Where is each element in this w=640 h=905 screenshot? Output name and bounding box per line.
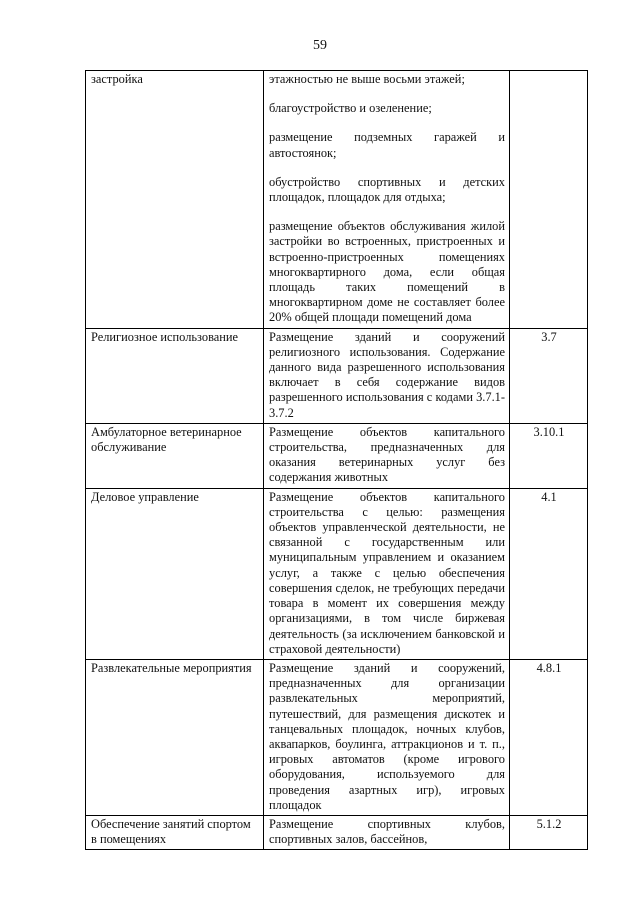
use-description-cell xyxy=(264,423,510,488)
use-description-cell xyxy=(264,659,510,815)
land-use-table xyxy=(85,70,588,850)
use-name-cell: застройка xyxy=(86,71,264,329)
use-code-cell: 4.1 xyxy=(510,488,588,659)
use-code-cell: 4.8.1 xyxy=(510,659,588,815)
description-paragraph: размещение объектов обслуживания жилой застройки во встроенных, пристроенных и встроенно-пристроенных помещениях многоквартирного дома, если общая площадь таких помещений в многоквартирном доме не составляет более 20% общей площади помещений дома xyxy=(269,219,505,325)
description-paragraph: Размещение объектов капитального строительства с целью: размещения объектов управленческой деятельности, не связанной с государственным или муниципальным управлением и оказанием услуг, а также с целью обеспечения совершения сделок, не требующих передачи товара в момент их совершения между организациями, в том числе биржевая деятельность (за исключением банковской и страховой деятельности) xyxy=(269,489,505,656)
table-row xyxy=(86,815,588,849)
page-number: 59 xyxy=(313,38,327,53)
description-paragraph: Размещение зданий и сооружений, предназначенных для организации развлекательных мероприятий, путешествий, для размещения дискотек и танцевальных площадок, ночных клубов, аквапарков, боулинга, аттракционов и т. п., игровых автоматов (кроме игрового оборудования, используемого для проведения азартных игр), игровых площадок xyxy=(269,660,505,812)
description-paragraph: размещение подземных гаражей и автостоянок; xyxy=(269,130,505,160)
table-row xyxy=(86,328,588,423)
use-description-cell xyxy=(264,488,510,659)
table-row xyxy=(86,423,588,488)
use-code-cell: 3.7 xyxy=(510,328,588,423)
description-paragraph: этажностью не выше восьми этажей; xyxy=(269,72,465,86)
description-paragraph: Размещение спортивных клубов, спортивных залов, бассейнов, xyxy=(269,816,505,847)
use-name-cell: Обеспечение занятий спортом в помещениях xyxy=(86,815,264,849)
use-name-cell: Деловое управление xyxy=(86,488,264,659)
use-name-cell: Амбулаторное ветеринарное обслуживание xyxy=(86,423,264,488)
table-row xyxy=(86,488,588,659)
use-description-cell xyxy=(264,328,510,423)
use-code-cell: 3.10.1 xyxy=(510,423,588,488)
use-code-cell: 5.1.2 xyxy=(510,815,588,849)
description-paragraph: Размещение зданий и сооружений религиозного использования. Содержание данного вида разрешенного использования включает в себя содержание видов разрешенного использования с кодами 3.7.1-3.7.2 xyxy=(269,329,505,420)
use-name-cell: Развлекательные мероприятия xyxy=(86,659,264,815)
table-row xyxy=(86,659,588,815)
use-code-cell xyxy=(510,71,588,329)
use-description-cell xyxy=(264,815,510,849)
table-row xyxy=(86,71,588,329)
use-name-cell: Религиозное использование xyxy=(86,328,264,423)
use-description-cell xyxy=(264,71,510,329)
description-paragraph: Размещение объектов капитального строительства, предназначенных для оказания ветеринарных услуг без содержания животных xyxy=(269,424,505,485)
description-paragraph: благоустройство и озеленение; xyxy=(269,101,432,116)
description-paragraph: обустройство спортивных и детских площадок, площадок для отдыха; xyxy=(269,174,505,205)
